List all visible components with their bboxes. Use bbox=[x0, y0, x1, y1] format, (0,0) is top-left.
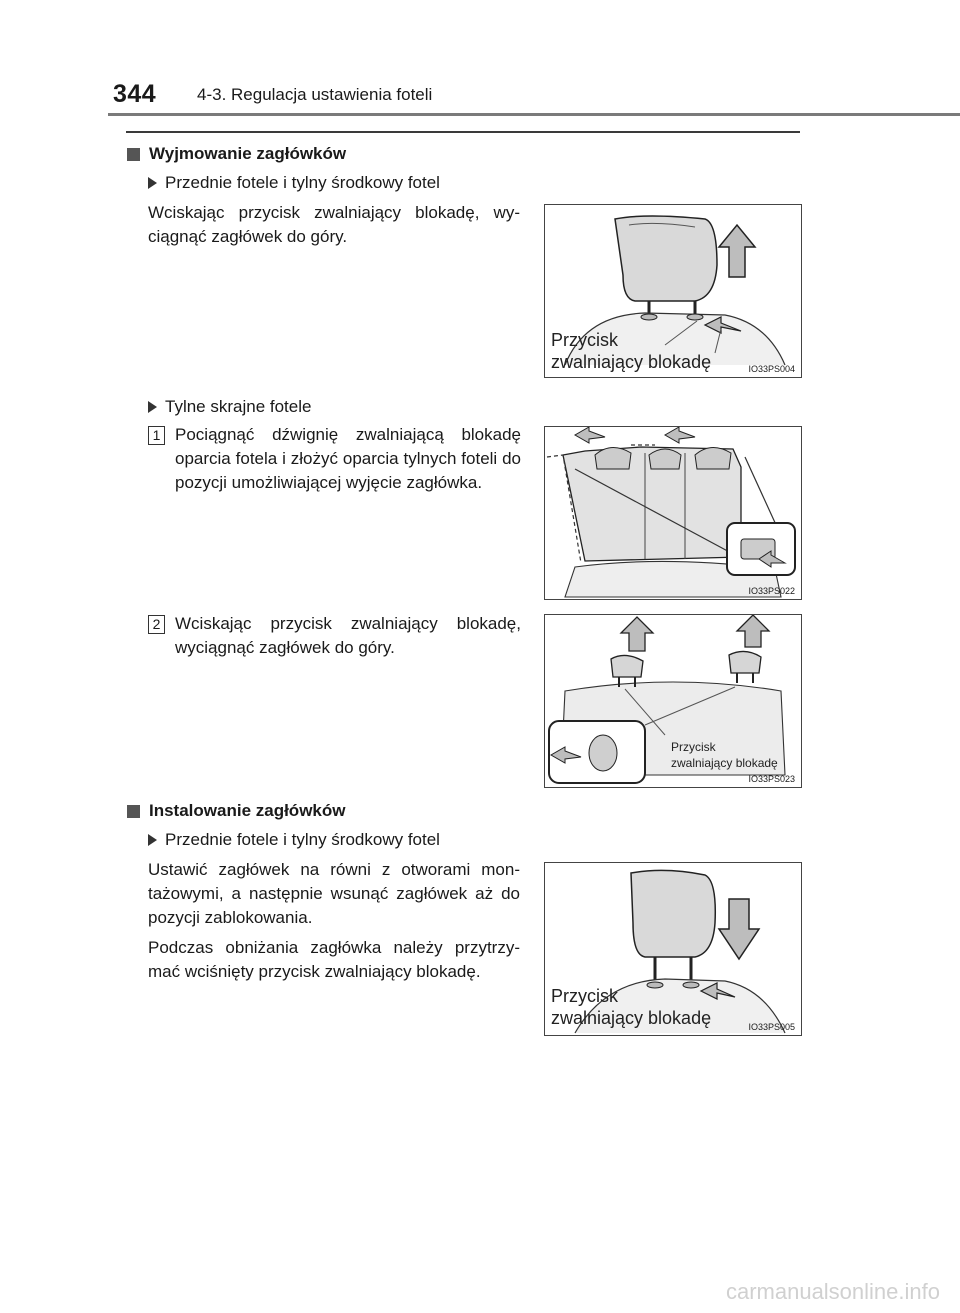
install-text-1: Ustawić zagłówek na równi z otworami mon-tażowymi, a następnie wsunąć zagłówek aż do pozycji zablokowania. bbox=[148, 860, 520, 927]
fig3-code: IO33PS023 bbox=[748, 774, 795, 784]
section-rule bbox=[126, 131, 800, 133]
watermark: carmanualsonline.info bbox=[725, 1279, 940, 1304]
step-1-number: 1 bbox=[148, 426, 165, 445]
section-title: 4-3. Regulacja ustawienia foteli bbox=[197, 85, 433, 104]
figure-rear-headrest-remove bbox=[544, 614, 802, 788]
fig1-callout-line2: zwalniający blokadę bbox=[551, 352, 712, 372]
figure-rear-seat-fold bbox=[544, 426, 802, 600]
removing-front-text: Wciskając przycisk zwalniający blokadę, wy-ciągnąć zagłówek do góry. bbox=[148, 203, 520, 246]
rear-seats-label-text: Tylne skrajne fotele bbox=[165, 397, 312, 416]
figure-headrest-install bbox=[544, 862, 802, 1036]
header-rule bbox=[108, 113, 960, 116]
removing-heading-text: Wyjmowanie zagłówków bbox=[149, 144, 347, 163]
triangle-bullet-icon bbox=[148, 401, 157, 413]
step-2-text: Wciskając przycisk zwalniający blokadę, wyciągnąć zagłówek do góry. bbox=[175, 614, 521, 657]
step-1 bbox=[148, 423, 521, 495]
install-text-2: Podczas obniżania zagłówka należy przytrzy-mać wciśnięty przycisk zwalniający blokadę. bbox=[148, 938, 520, 981]
fig4-callout-line2: zwalniający blokadę bbox=[551, 1008, 712, 1028]
front-seats-label bbox=[148, 173, 440, 193]
triangle-bullet-icon bbox=[148, 834, 157, 846]
fig2-code: IO33PS022 bbox=[748, 586, 795, 596]
triangle-bullet-icon bbox=[148, 177, 157, 189]
rear-seats-label bbox=[148, 397, 311, 417]
fig3-callout-line1: Przycisk bbox=[671, 740, 716, 754]
fig4-callout-line1: Przycisk bbox=[551, 986, 618, 1006]
install-front-label-text: Przednie fotele i tylny środkowy fotel bbox=[165, 830, 440, 849]
square-bullet-icon bbox=[127, 805, 140, 818]
square-bullet-icon bbox=[127, 148, 140, 161]
fig4-code: IO33PS005 bbox=[748, 1022, 795, 1032]
page-number: 344 bbox=[113, 80, 157, 108]
front-seats-label-text: Przednie fotele i tylny środkowy fotel bbox=[165, 173, 440, 192]
removing-heading bbox=[127, 144, 346, 164]
step-2 bbox=[148, 612, 521, 660]
step-2-number: 2 bbox=[148, 615, 165, 634]
fig3-callout-line2: zwalniający blokadę bbox=[671, 756, 778, 770]
rear-seat-illustration bbox=[545, 427, 801, 599]
figure-headrest-remove-front bbox=[544, 204, 802, 378]
install-front-label bbox=[148, 830, 440, 850]
fig1-callout-line1: Przycisk bbox=[551, 330, 618, 350]
fig1-code: IO33PS004 bbox=[748, 364, 795, 374]
installing-heading-text: Instalowanie zagłówków bbox=[149, 801, 346, 820]
installing-heading bbox=[127, 801, 345, 821]
step-1-text: Pociągnąć dźwignię zwalniającą blokadę oparcia fotela i złożyć oparcia tylnych foteli do pozycji umożliwiającej wyjęcie zagłówka. bbox=[175, 425, 521, 492]
